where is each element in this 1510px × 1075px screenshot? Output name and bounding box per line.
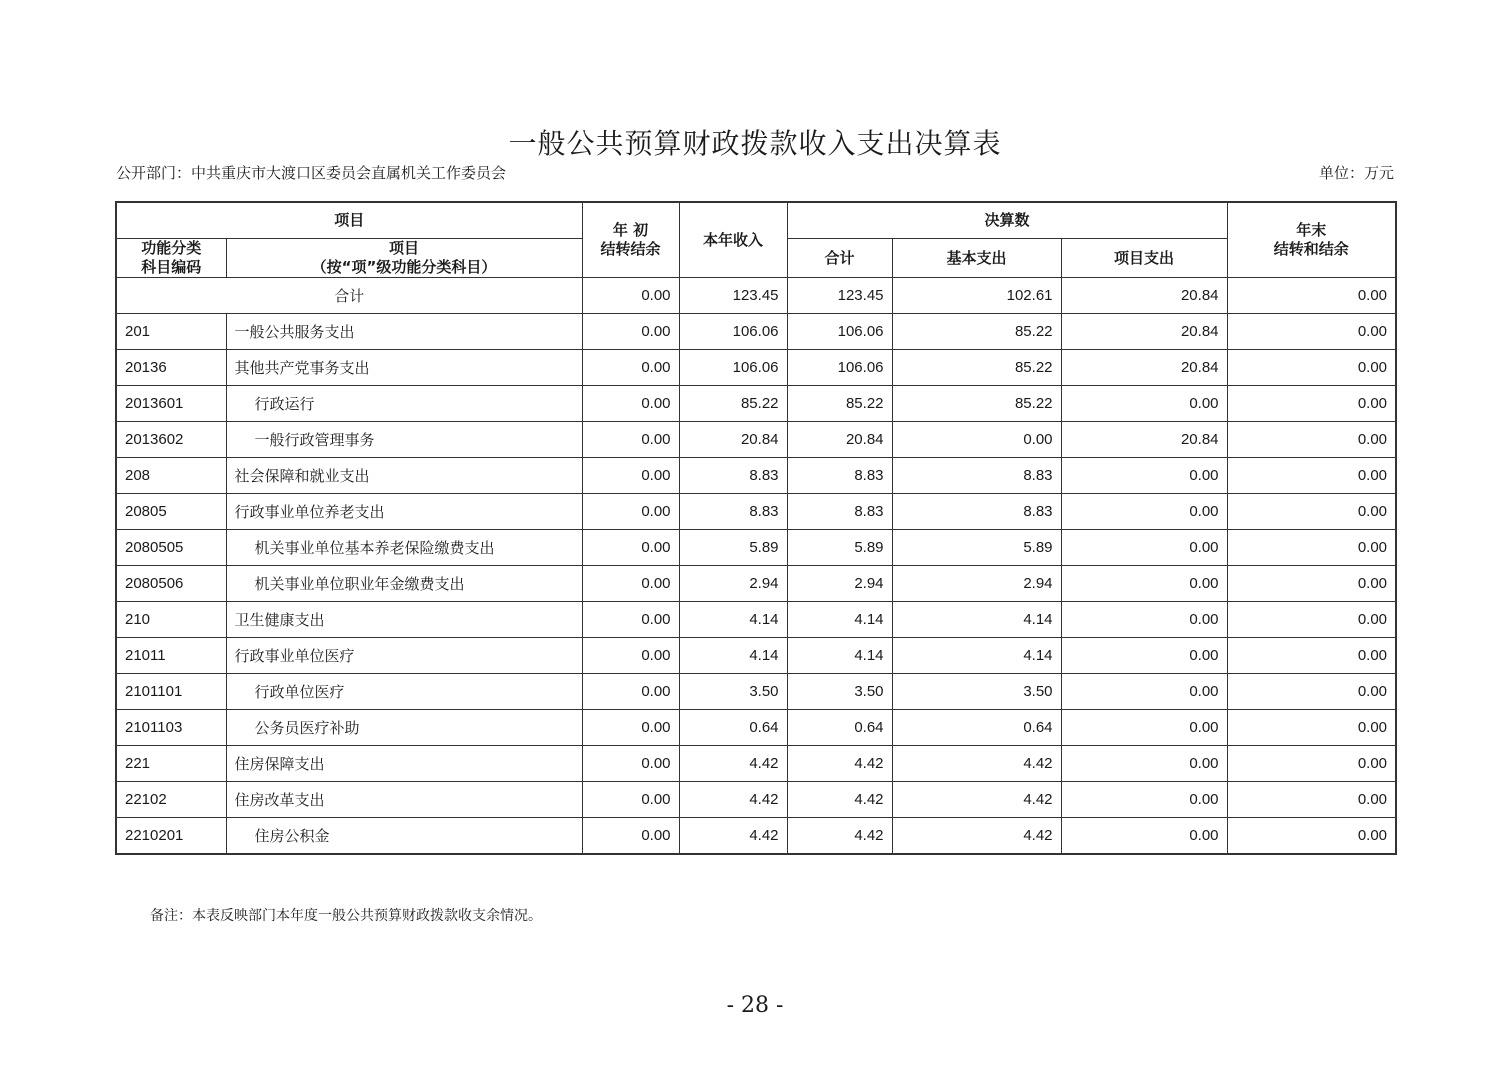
row-income: 2.94 xyxy=(679,566,787,602)
department-label: 公开部门：中共重庆市大渡口区委员会直属机关工作委员会 xyxy=(116,164,507,182)
row-code: 2210201 xyxy=(116,818,226,855)
row-end: 0.00 xyxy=(1227,566,1396,602)
row-end: 0.00 xyxy=(1227,746,1396,782)
row-final: 2.94 xyxy=(787,566,892,602)
header-begin-line2: 结转结余 xyxy=(600,240,661,258)
row-project: 0.00 xyxy=(1061,638,1227,674)
row-income: 106.06 xyxy=(679,314,787,350)
row-code: 2080505 xyxy=(116,530,226,566)
row-name: 机关事业单位职业年金缴费支出 xyxy=(226,566,582,602)
row-name: 行政单位医疗 xyxy=(226,674,582,710)
row-end: 0.00 xyxy=(1227,350,1396,386)
row-name: 行政事业单位养老支出 xyxy=(226,494,582,530)
table-row xyxy=(116,782,1396,818)
row-final: 8.83 xyxy=(787,458,892,494)
document-title: 一般公共预算财政拨款收入支出决算表 xyxy=(508,127,1002,160)
total-row xyxy=(116,278,1396,314)
row-basic: 85.22 xyxy=(892,350,1061,386)
row-final: 4.42 xyxy=(787,782,892,818)
table-row xyxy=(116,638,1396,674)
row-final: 4.42 xyxy=(787,818,892,855)
row-name: 行政事业单位医疗 xyxy=(226,638,582,674)
header-begin-balance xyxy=(582,202,679,278)
row-project: 0.00 xyxy=(1061,494,1227,530)
header-final-group: 决算数 xyxy=(787,202,1227,239)
row-code: 21011 xyxy=(116,638,226,674)
header-name xyxy=(226,239,582,278)
row-begin: 0.00 xyxy=(582,422,679,458)
row-project: 0.00 xyxy=(1061,746,1227,782)
row-begin: 0.00 xyxy=(582,494,679,530)
row-begin: 0.00 xyxy=(582,710,679,746)
row-end: 0.00 xyxy=(1227,422,1396,458)
row-basic: 85.22 xyxy=(892,386,1061,422)
footnote: 备注：本表反映部门本年度一般公共预算财政拨款收支余情况。 xyxy=(150,908,542,924)
row-project: 0.00 xyxy=(1061,710,1227,746)
row-begin: 0.00 xyxy=(582,818,679,855)
header-code xyxy=(116,239,226,278)
row-begin: 0.00 xyxy=(582,458,679,494)
row-name: 住房公积金 xyxy=(226,818,582,855)
row-income: 20.84 xyxy=(679,422,787,458)
row-project: 0.00 xyxy=(1061,782,1227,818)
budget-table xyxy=(115,201,1397,855)
row-final: 3.50 xyxy=(787,674,892,710)
unit-label: 单位：万元 xyxy=(1318,164,1394,182)
row-code: 2101101 xyxy=(116,674,226,710)
header-basic: 基本支出 xyxy=(892,239,1061,278)
table-row xyxy=(116,530,1396,566)
row-basic: 4.42 xyxy=(892,746,1061,782)
row-begin: 0.00 xyxy=(582,386,679,422)
table-row xyxy=(116,674,1396,710)
total-begin: 0.00 xyxy=(582,278,679,314)
row-basic: 5.89 xyxy=(892,530,1061,566)
row-project: 0.00 xyxy=(1061,530,1227,566)
row-begin: 0.00 xyxy=(582,746,679,782)
row-final: 8.83 xyxy=(787,494,892,530)
row-basic: 2.94 xyxy=(892,566,1061,602)
row-basic: 4.14 xyxy=(892,602,1061,638)
total-label: 合计 xyxy=(116,278,582,314)
table-row xyxy=(116,314,1396,350)
header-name-line1: 项目 xyxy=(389,239,420,257)
total-final: 123.45 xyxy=(787,278,892,314)
row-project: 0.00 xyxy=(1061,602,1227,638)
header-code-line2: 科目编码 xyxy=(141,258,202,276)
row-end: 0.00 xyxy=(1227,530,1396,566)
row-income: 106.06 xyxy=(679,350,787,386)
row-begin: 0.00 xyxy=(582,530,679,566)
row-income: 4.42 xyxy=(679,746,787,782)
row-project: 0.00 xyxy=(1061,566,1227,602)
row-begin: 0.00 xyxy=(582,350,679,386)
row-begin: 0.00 xyxy=(582,638,679,674)
header-project-exp: 项目支出 xyxy=(1061,239,1227,278)
row-name: 卫生健康支出 xyxy=(226,602,582,638)
row-end: 0.00 xyxy=(1227,386,1396,422)
table-row xyxy=(116,386,1396,422)
row-name: 住房改革支出 xyxy=(226,782,582,818)
table-row xyxy=(116,566,1396,602)
row-code: 2013601 xyxy=(116,386,226,422)
row-begin: 0.00 xyxy=(582,566,679,602)
row-basic: 4.42 xyxy=(892,782,1061,818)
row-code: 208 xyxy=(116,458,226,494)
row-basic: 85.22 xyxy=(892,314,1061,350)
table-row xyxy=(116,710,1396,746)
row-name: 其他共产党事务支出 xyxy=(226,350,582,386)
header-end-line2: 结转和结余 xyxy=(1273,240,1349,258)
row-code: 210 xyxy=(116,602,226,638)
row-income: 4.14 xyxy=(679,638,787,674)
row-income: 3.50 xyxy=(679,674,787,710)
row-final: 4.14 xyxy=(787,638,892,674)
header-income: 本年收入 xyxy=(679,202,787,278)
row-final: 4.14 xyxy=(787,602,892,638)
row-basic: 4.42 xyxy=(892,818,1061,855)
table-row xyxy=(116,746,1396,782)
table-row xyxy=(116,422,1396,458)
row-project: 20.84 xyxy=(1061,422,1227,458)
row-code: 22102 xyxy=(116,782,226,818)
row-end: 0.00 xyxy=(1227,494,1396,530)
row-income: 8.83 xyxy=(679,494,787,530)
row-basic: 0.64 xyxy=(892,710,1061,746)
table-row xyxy=(116,458,1396,494)
row-begin: 0.00 xyxy=(582,674,679,710)
row-end: 0.00 xyxy=(1227,458,1396,494)
row-income: 5.89 xyxy=(679,530,787,566)
header-begin-line1: 年 初 xyxy=(612,221,649,239)
row-income: 0.64 xyxy=(679,710,787,746)
header-end-line1: 年末 xyxy=(1296,221,1327,239)
row-name: 社会保障和就业支出 xyxy=(226,458,582,494)
total-basic: 102.61 xyxy=(892,278,1061,314)
row-project: 0.00 xyxy=(1061,386,1227,422)
row-name: 一般公共服务支出 xyxy=(226,314,582,350)
total-project: 20.84 xyxy=(1061,278,1227,314)
row-final: 106.06 xyxy=(787,350,892,386)
row-begin: 0.00 xyxy=(582,782,679,818)
row-income: 8.83 xyxy=(679,458,787,494)
row-code: 201 xyxy=(116,314,226,350)
row-basic: 8.83 xyxy=(892,458,1061,494)
row-end: 0.00 xyxy=(1227,314,1396,350)
row-name: 行政运行 xyxy=(226,386,582,422)
row-final: 106.06 xyxy=(787,314,892,350)
row-name: 一般行政管理事务 xyxy=(226,422,582,458)
row-final: 5.89 xyxy=(787,530,892,566)
row-final: 85.22 xyxy=(787,386,892,422)
table-row xyxy=(116,494,1396,530)
header-end-balance xyxy=(1227,202,1396,278)
row-project: 0.00 xyxy=(1061,818,1227,855)
header-final-total: 合计 xyxy=(787,239,892,278)
row-begin: 0.00 xyxy=(582,314,679,350)
row-end: 0.00 xyxy=(1227,782,1396,818)
row-final: 20.84 xyxy=(787,422,892,458)
row-code: 2013602 xyxy=(116,422,226,458)
row-code: 2101103 xyxy=(116,710,226,746)
total-income: 123.45 xyxy=(679,278,787,314)
row-final: 4.42 xyxy=(787,746,892,782)
row-name: 住房保障支出 xyxy=(226,746,582,782)
row-basic: 4.14 xyxy=(892,638,1061,674)
header-code-line1: 功能分类 xyxy=(141,239,202,257)
row-income: 4.42 xyxy=(679,818,787,855)
row-income: 4.14 xyxy=(679,602,787,638)
row-final: 0.64 xyxy=(787,710,892,746)
row-end: 0.00 xyxy=(1227,602,1396,638)
row-project: 0.00 xyxy=(1061,674,1227,710)
row-end: 0.00 xyxy=(1227,638,1396,674)
table-row xyxy=(116,818,1396,855)
row-basic: 0.00 xyxy=(892,422,1061,458)
row-income: 85.22 xyxy=(679,386,787,422)
row-end: 0.00 xyxy=(1227,674,1396,710)
page-number: - 28 - xyxy=(726,993,784,1018)
row-project: 20.84 xyxy=(1061,350,1227,386)
row-code: 20805 xyxy=(116,494,226,530)
row-end: 0.00 xyxy=(1227,818,1396,855)
header-project-group: 项目 xyxy=(116,202,582,239)
table-row xyxy=(116,350,1396,386)
total-end: 0.00 xyxy=(1227,278,1396,314)
header-name-line2: （按“项”级功能分类科目） xyxy=(311,258,497,276)
row-name: 公务员医疗补助 xyxy=(226,710,582,746)
row-begin: 0.00 xyxy=(582,602,679,638)
row-end: 0.00 xyxy=(1227,710,1396,746)
row-basic: 3.50 xyxy=(892,674,1061,710)
row-code: 20136 xyxy=(116,350,226,386)
row-code: 2080506 xyxy=(116,566,226,602)
row-basic: 8.83 xyxy=(892,494,1061,530)
table-row xyxy=(116,602,1396,638)
row-name: 机关事业单位基本养老保险缴费支出 xyxy=(226,530,582,566)
row-project: 20.84 xyxy=(1061,314,1227,350)
row-income: 4.42 xyxy=(679,782,787,818)
row-project: 0.00 xyxy=(1061,458,1227,494)
row-code: 221 xyxy=(116,746,226,782)
